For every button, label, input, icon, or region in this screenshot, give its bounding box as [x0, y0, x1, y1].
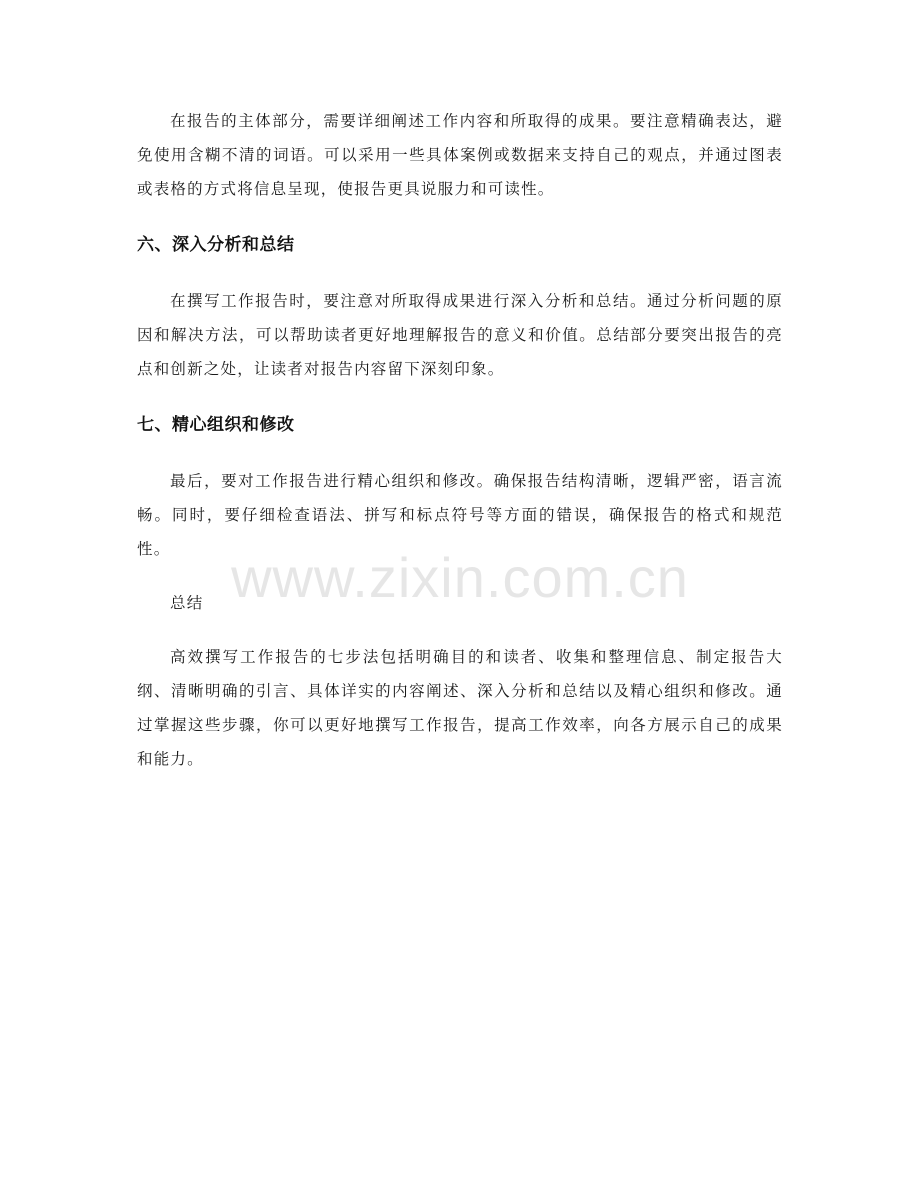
paragraph-main-body: 在报告的主体部分，需要详细阐述工作内容和所取得的成果。要注意精确表达，避免使用含糊不清的词语。可以采用一些具体案例或数据来支持自己的观点，并通过图表或表格的方式将信息呈现，使报告更具说服力和可读性。	[137, 112, 783, 198]
paragraph-summary: 高效撰写工作报告的七步法包括明确目的和读者、收集和整理信息、制定报告大纲、清晰明确的引言、具体详实的内容阐述、深入分析和总结以及精心组织和修改。通过掌握这些步骤，你可以更好地撰写工作报告，提高工作效率，向各方展示自己的成果和能力。	[137, 648, 783, 768]
watermark-logo: www.zixin.com.cn	[231, 546, 689, 609]
section-heading-seven: 七、精心组织和修改	[137, 415, 295, 435]
paragraph-analysis: 在撰写工作报告时，要注意对所取得成果进行深入分析和总结。通过分析问题的原因和解决方法，可以帮助读者更好地理解报告的意义和价值。总结部分要突出报告的亮点和创新之处，让读者对报告内容留下深刻印象。	[137, 292, 783, 378]
section-heading-six: 六、深入分析和总结	[137, 235, 295, 255]
paragraph-revise: 最后，要对工作报告进行精心组织和修改。确保报告结构清晰，逻辑严密，语言流畅。同时，要仔细检查语法、拼写和标点符号等方面的错误，确保报告的格式和规范性。	[137, 472, 783, 558]
document-content	[137, 104, 783, 776]
summary-title: 总结	[170, 594, 204, 612]
